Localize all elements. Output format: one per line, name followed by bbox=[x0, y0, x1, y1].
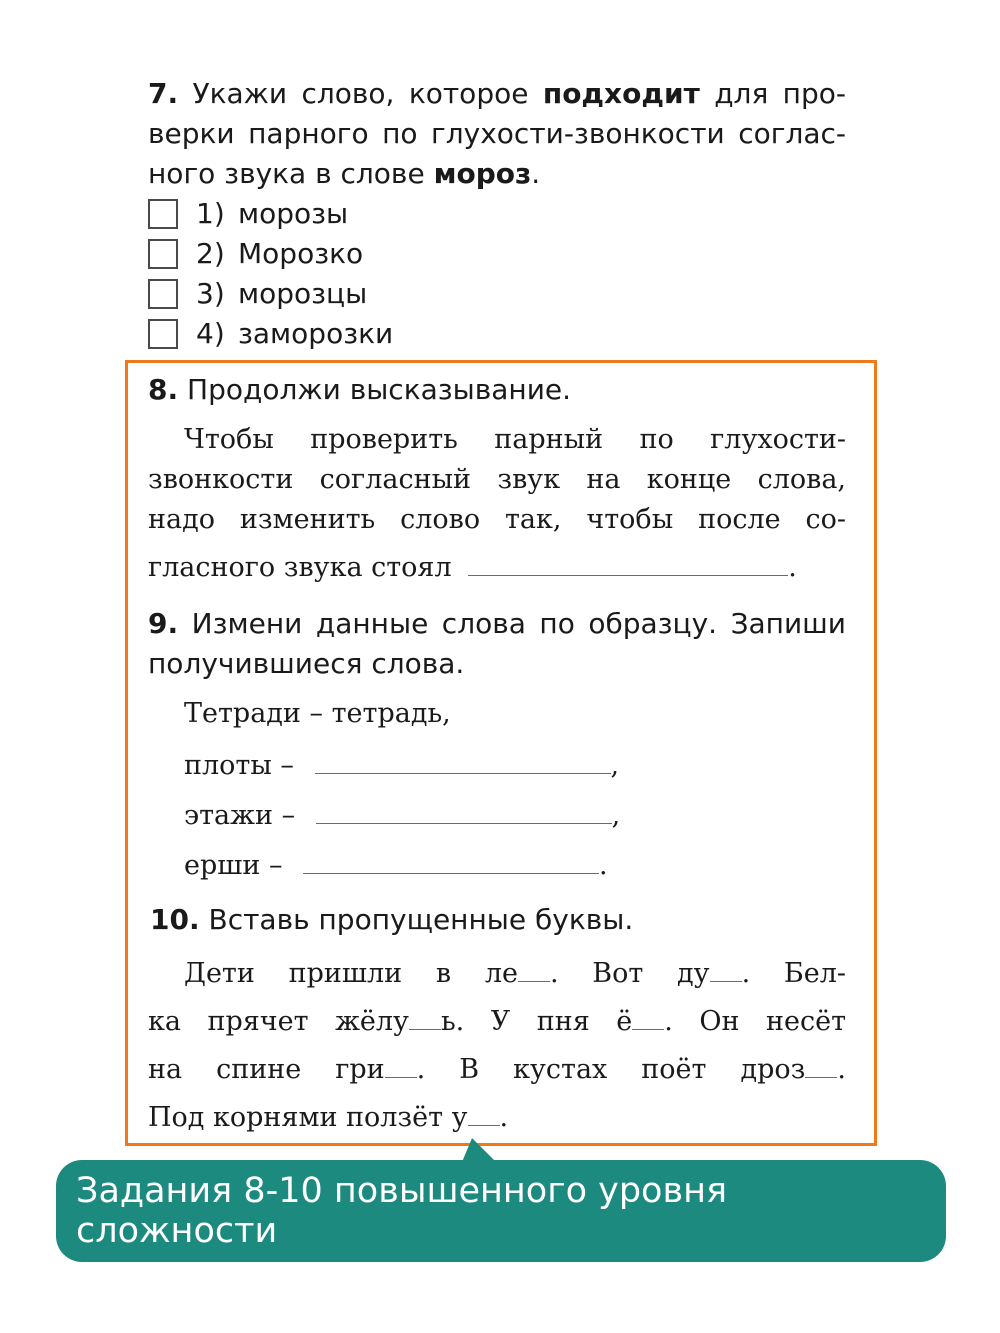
task-10-number: 10. bbox=[150, 903, 200, 936]
text: . bbox=[499, 1102, 509, 1133]
text: Дети пришли в ле bbox=[184, 958, 518, 989]
banner-text: Задания 8-10 повышенного уровня сложности bbox=[76, 1171, 728, 1251]
text: Под корнями ползёт у bbox=[148, 1102, 468, 1133]
task-8-line-3: надо изменить слово так, чтобы после со- bbox=[148, 504, 846, 535]
text: ка прячет жёлу bbox=[148, 1006, 409, 1037]
punct: , bbox=[611, 800, 621, 831]
task-8-line-2: звонкости согласный звук на конце слова, bbox=[148, 464, 846, 495]
task-8-line-4 bbox=[148, 548, 846, 588]
option-1[interactable] bbox=[148, 194, 846, 234]
option-number: 4) bbox=[196, 317, 225, 350]
task-7 bbox=[148, 74, 846, 354]
task-7-line-3 bbox=[148, 154, 846, 194]
task-7-bold-word: подходит bbox=[542, 77, 700, 110]
checkbox[interactable] bbox=[148, 319, 178, 349]
text: . Бел- bbox=[741, 958, 846, 989]
task-8-heading bbox=[148, 370, 846, 410]
task-7-target-word: мороз bbox=[433, 157, 532, 190]
task-9-example: Тетради – тетрадь, bbox=[184, 698, 451, 729]
option-text: заморозки bbox=[238, 317, 394, 350]
task-9-word-row-1 bbox=[184, 746, 619, 786]
task-8-title: Продолжи высказывание. bbox=[187, 373, 572, 406]
letter-blank[interactable] bbox=[632, 1009, 664, 1030]
task-9-word: плоты – bbox=[184, 750, 294, 781]
option-text: морозы bbox=[238, 197, 349, 230]
checkbox[interactable] bbox=[148, 199, 178, 229]
task-10-heading bbox=[150, 900, 848, 940]
answer-blank[interactable] bbox=[468, 553, 788, 576]
task-9-word: ерши – bbox=[184, 850, 283, 881]
checkbox[interactable] bbox=[148, 239, 178, 269]
task-9-word: этажи – bbox=[184, 800, 296, 831]
text: . В кустах поёт дроз bbox=[416, 1054, 806, 1085]
text: на спине гри bbox=[148, 1054, 385, 1085]
answer-blank[interactable] bbox=[316, 801, 612, 824]
task-10-line-3 bbox=[148, 1046, 846, 1094]
task-8-line-1: Чтобы проверить парный по глухости- bbox=[184, 424, 846, 455]
letter-blank[interactable] bbox=[385, 1057, 417, 1078]
task-10-body bbox=[148, 950, 846, 1142]
task-10-line-4 bbox=[148, 1094, 846, 1142]
task-9-number: 9. bbox=[148, 607, 179, 640]
letter-blank[interactable] bbox=[518, 961, 550, 982]
option-4[interactable] bbox=[148, 314, 846, 354]
punct: , bbox=[610, 750, 620, 781]
task-7-line-3-text: ного звука в слове bbox=[148, 157, 434, 190]
task-8-number: 8. bbox=[148, 373, 179, 406]
option-number: 2) bbox=[196, 237, 225, 270]
text: ь. У пня ё bbox=[440, 1006, 633, 1037]
answer-blank[interactable] bbox=[315, 751, 611, 774]
letter-blank[interactable] bbox=[409, 1009, 441, 1030]
option-number: 1) bbox=[196, 197, 225, 230]
task-8-line-4-text: гласного звука стоял bbox=[148, 552, 452, 583]
task-7-line-3-end: . bbox=[531, 157, 541, 190]
task-7-text: Укажи слово, которое bbox=[192, 77, 543, 110]
task-7-number: 7. bbox=[148, 77, 179, 110]
task-7-line-1 bbox=[148, 74, 846, 114]
text: . Он несёт bbox=[664, 1006, 847, 1037]
task-7-text-2: для про- bbox=[699, 77, 847, 110]
task-10-line-1 bbox=[148, 950, 846, 998]
banner-pointer bbox=[462, 1138, 496, 1162]
task-9-word-row-3 bbox=[184, 846, 608, 886]
task-9-title: Измени данные слова по образцу. Запиши bbox=[191, 607, 847, 640]
task-8-line-4-end: . bbox=[788, 552, 797, 583]
answer-blank[interactable] bbox=[303, 851, 599, 874]
task-9-title-line-2: получившиеся слова. bbox=[148, 647, 465, 680]
task-7-line-2: верки парного по глухости-звонкости соглас- bbox=[148, 117, 846, 150]
task-9-heading bbox=[148, 604, 846, 684]
task-10-line-2 bbox=[148, 998, 846, 1046]
option-number: 3) bbox=[196, 277, 225, 310]
letter-blank[interactable] bbox=[468, 1105, 500, 1126]
task-8-body bbox=[148, 420, 846, 588]
text: . bbox=[837, 1054, 846, 1085]
option-text: Морозко bbox=[238, 237, 364, 270]
punct: . bbox=[599, 850, 608, 881]
task-9-title-line-1 bbox=[148, 604, 846, 644]
option-2[interactable] bbox=[148, 234, 846, 274]
letter-blank[interactable] bbox=[710, 961, 742, 982]
task-7-options bbox=[148, 194, 846, 354]
task-10-title: Вставь пропущенные буквы. bbox=[208, 903, 634, 936]
letter-blank[interactable] bbox=[805, 1057, 837, 1078]
option-3[interactable] bbox=[148, 274, 846, 314]
option-text: морозцы bbox=[238, 277, 368, 310]
text: . Вот ду bbox=[549, 958, 710, 989]
task-9-word-row-2 bbox=[184, 796, 620, 836]
difficulty-banner bbox=[56, 1160, 946, 1262]
checkbox[interactable] bbox=[148, 279, 178, 309]
